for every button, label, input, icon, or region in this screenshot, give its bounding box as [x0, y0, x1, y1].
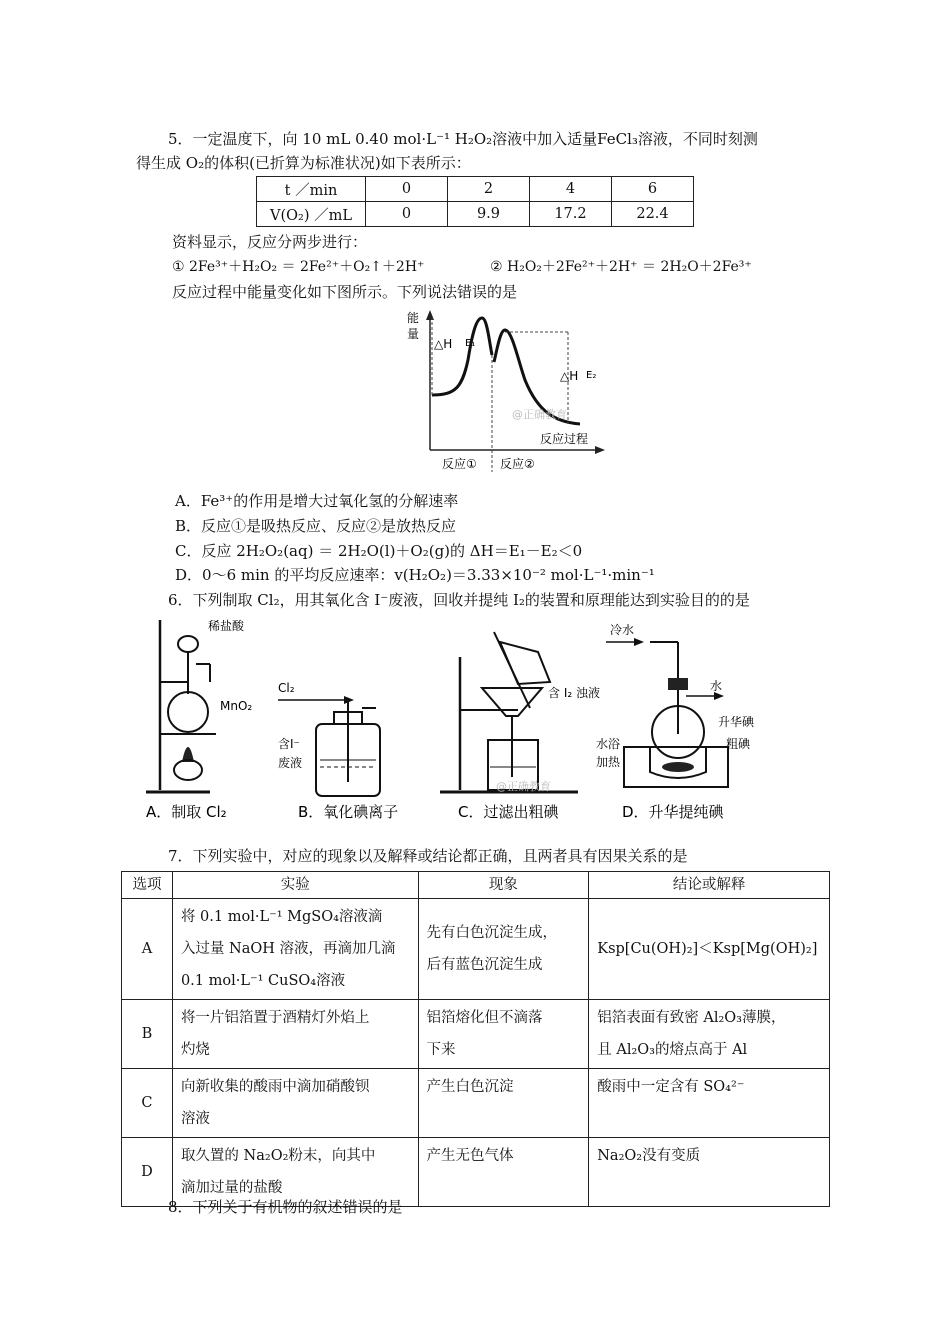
table-row: [122, 1069, 830, 1138]
stage2-label: 反应②: [500, 457, 535, 471]
apparatus-d: [596, 622, 755, 821]
x-axis-arrow: [595, 446, 605, 454]
exp-line: 0.1 mol·L⁻¹ CuSO₄溶液: [180, 973, 346, 989]
energy-diagram: [400, 300, 610, 480]
row-option: B: [122, 1000, 173, 1069]
time-cell: 6: [611, 177, 693, 202]
concl-line: 铝箔表面有致密 Al₂O₃薄膜，: [597, 1010, 786, 1026]
y-label-2: 量: [407, 327, 420, 341]
y-axis-arrow: [426, 310, 434, 320]
volume-cell: 9.9: [447, 202, 529, 227]
time-cell: 0: [365, 177, 447, 202]
stage1-label: 反应①: [442, 457, 477, 471]
row-conclusion: [589, 1000, 830, 1069]
table-row: [257, 202, 694, 227]
b-waste-label-2: 废液: [278, 756, 303, 770]
a-reagent-label: MnO₂: [220, 699, 253, 713]
q5-step2: ② H₂O₂＋2Fe²⁺＋2H⁺ ＝ 2H₂O＋2Fe³⁺: [490, 259, 752, 275]
q5-data-table: [256, 176, 694, 227]
d-caption: D．升华提纯碘: [622, 803, 724, 821]
q5-option-c: C．反应 2H₂O₂(aq) ＝ 2H₂O(l)＋O₂(g)的 ΔH＝E₁－E₂＜0: [175, 542, 583, 560]
c-liquid-label: 含 I₂ 浊液: [548, 686, 600, 700]
apparatus-a: [146, 618, 252, 821]
time-cell: 4: [529, 177, 611, 202]
phen-line: 下来: [426, 1042, 456, 1058]
d-sublimed-label: 升华碘: [718, 715, 755, 729]
table-row: [122, 1000, 830, 1069]
exp-line: 灼烧: [180, 1042, 210, 1058]
b-caption: B．氧化碘离子: [298, 803, 399, 821]
stage1-curve: [432, 318, 492, 395]
x-axis-label: 反应过程: [540, 432, 589, 446]
phen-line: 产生白色沉淀: [426, 1079, 514, 1095]
volume-cell: 0: [365, 202, 447, 227]
q5-info: 资料显示，反应分两步进行：: [172, 233, 368, 251]
phen-line: 先有白色沉淀生成，: [426, 925, 558, 941]
q5-stem-line1: 5．一定温度下，向 10 mL 0.40 mol·L⁻¹ H₂O₂溶液中加入适量FeCl₃溶液，不同时刻测: [168, 130, 758, 148]
row-phenomenon: [418, 1138, 589, 1207]
header-option: 选项: [122, 872, 173, 899]
volume-cell: 22.4: [611, 202, 693, 227]
row-conclusion: [589, 1069, 830, 1138]
d-water-label: 水: [710, 679, 723, 693]
header-conclusion: 结论或解释: [589, 872, 830, 899]
q8-stem: 8．下列关于有机物的叙述错误的是: [168, 1198, 403, 1216]
phen-line: 产生无色气体: [426, 1148, 514, 1164]
row-experiment: [172, 1000, 418, 1069]
row-phenomenon: [418, 899, 589, 1000]
b-gas-label: Cl₂: [278, 681, 295, 695]
q5-step1: ① 2Fe³⁺＋H₂O₂ ＝ 2Fe²⁺＋O₂↑＋2H⁺: [172, 259, 425, 275]
row-conclusion: [589, 1138, 830, 1207]
dh1-label: △H: [434, 337, 453, 351]
y-label-1: 能: [407, 311, 420, 325]
concl-line: 且 Al₂O₃的熔点高于 Al: [597, 1042, 748, 1058]
exp-line: 向新收集的酸雨中滴加硝酸钡: [180, 1079, 370, 1095]
apparatus-c: [440, 632, 600, 821]
q5-option-a: A．Fe³⁺的作用是增大过氧化氢的分解速率: [175, 492, 459, 510]
q5-option-d: D．0～6 min 的平均反应速率：v(H₂O₂)＝3.33×10⁻² mol·L⁻¹·min⁻¹: [175, 566, 655, 584]
exp-line: 将一片铝箔置于酒精灯外焰上: [180, 1010, 370, 1026]
apparatus-b: [278, 681, 398, 821]
d-bath-label-1: 水浴: [596, 737, 621, 751]
header-phenomenon: 现象: [418, 872, 589, 899]
table-row-label-time: t ／min: [257, 177, 366, 202]
row-experiment: [172, 899, 418, 1000]
q7-table: [121, 871, 830, 1207]
row-option: C: [122, 1069, 173, 1138]
row-phenomenon: [418, 1000, 589, 1069]
exp-line: 溶液: [180, 1111, 210, 1127]
q6-stem: 6．下列制取 Cl₂，用其氧化含 I⁻废液，回收并提纯 I₂的装置和原理能达到实验目的的是: [168, 591, 750, 609]
e2-label: E₂: [586, 370, 597, 381]
q5-stem-line2: 得生成 O₂的体积(已折算为标准状况)如下表所示：: [136, 154, 471, 172]
c-caption: C．过滤出粗碘: [458, 803, 559, 821]
row-experiment: [172, 1069, 418, 1138]
q5-option-b: B．反应①是吸热反应、反应②是放热反应: [175, 517, 457, 535]
row-option: A: [122, 899, 173, 1000]
row-phenomenon: [418, 1069, 589, 1138]
dh2-label: △H: [560, 369, 579, 383]
q7-stem: 7．下列实验中，对应的现象以及解释或结论都正确，且两者具有因果关系的是: [168, 847, 688, 865]
concl-line: Ksp[Cu(OH)₂]＜Ksp[Mg(OH)₂]: [597, 941, 818, 957]
table-row: [122, 899, 830, 1000]
time-cell: 2: [447, 177, 529, 202]
phen-line: 铝箔熔化但不滴落: [426, 1010, 543, 1026]
row-conclusion: [589, 899, 830, 1000]
d-cold-label: 冷水: [610, 623, 635, 637]
exp-line: 取久置的 Na₂O₂粉末，向其中: [180, 1148, 376, 1164]
header-experiment: 实验: [172, 872, 418, 899]
b-waste-label-1: 含I⁻: [278, 737, 300, 751]
concl-line: 酸雨中一定含有 SO₄²⁻: [597, 1079, 745, 1095]
a-acid-label: 稀盐酸: [208, 619, 245, 633]
phen-line: 后有蓝色沉淀生成: [426, 957, 543, 973]
exp-line: 将 0.1 mol·L⁻¹ MgSO₄溶液滴: [180, 909, 383, 925]
d-bath-label-2: 加热: [596, 755, 621, 769]
table-row-label-volume: V(O₂) ／mL: [257, 202, 366, 227]
watermark: @正确教育: [512, 408, 567, 421]
watermark: @正确教育: [496, 780, 551, 793]
d-crude-label: 粗碘: [726, 737, 751, 751]
q6-apparatus-figure: [138, 612, 818, 827]
exp-line: 入过量 NaOH 溶液，再滴加几滴: [180, 941, 396, 957]
row-option: D: [122, 1138, 173, 1207]
table-header-row: [122, 872, 830, 899]
concl-line: Na₂O₂没有变质: [597, 1148, 701, 1164]
e1-label: E₁: [465, 338, 476, 349]
q5-lead: 反应过程中能量变化如下图所示。下列说法错误的是: [172, 283, 518, 301]
a-caption: A．制取 Cl₂: [146, 803, 227, 821]
volume-cell: 17.2: [529, 202, 611, 227]
exp-line: 滴加过量的盐酸: [180, 1180, 283, 1196]
table-row: [257, 177, 694, 202]
